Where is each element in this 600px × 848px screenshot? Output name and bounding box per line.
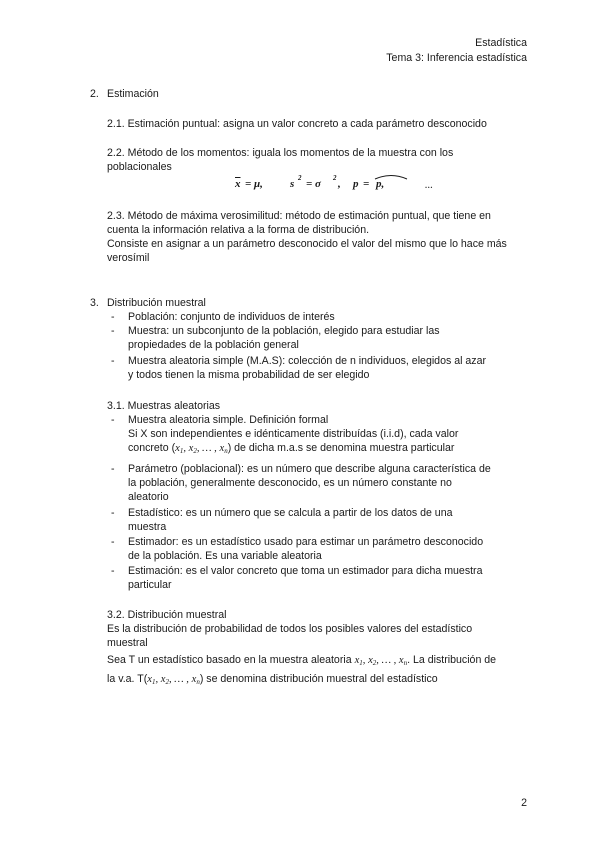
formula-s-exponent: 2	[298, 174, 302, 182]
formula-sigma-exponent: 2	[333, 174, 337, 182]
formula-comma: ,	[338, 178, 341, 190]
paragraph-2-3-line-1: 2.3. Método de máxima verosimilitud: método de estimación puntual, que tiene en	[107, 210, 491, 222]
line-4-suffix: ) se denomina distribución muestral del estadístico	[199, 673, 438, 685]
formula-equals-mu: = μ,	[245, 178, 263, 190]
list-item	[111, 355, 528, 383]
sample-tuple: $x_1$, $x_2$, … , $x_n$	[175, 442, 228, 455]
list-item-text: Muestra aleatoria simple. Definición formal	[128, 414, 329, 426]
bullet-dash: -	[111, 565, 115, 577]
list-item-text: Si X son independientes e idénticamente distribuídas (i.i.d), cada valor	[128, 427, 459, 440]
section-3-title: Distribución muestral	[107, 297, 206, 309]
statistic-tuple: $x_1$, $x_2$, … , $x_n$	[147, 674, 200, 686]
subsection-3-2-title: 3.2. Distribución muestral	[107, 609, 227, 621]
formula-equals-sigma: = σ	[306, 178, 321, 190]
list-item	[111, 463, 528, 504]
paragraph-2-3-line-3: Consiste en asignar a un parámetro desconocido el valor del mismo que lo hace más	[107, 238, 507, 250]
list-item-text: Estimador: es un estadístico usado para estimar un parámetro desconocido	[128, 536, 484, 548]
bullet-dash: -	[111, 536, 115, 548]
paragraph-2-3-line-4: verosímil	[107, 252, 150, 264]
section-3-number: 3.	[90, 297, 99, 309]
concreto-suffix: ) de dicha m.a.s se denomina muestra particular	[227, 441, 455, 454]
formula-hat-arc	[374, 174, 408, 180]
list-item-text: propiedades de la población general	[128, 338, 299, 351]
list-item	[111, 536, 528, 564]
formula-ellipsis: …	[425, 181, 433, 190]
list-item-text: aleatorio	[128, 490, 169, 503]
line-3-prefix: Sea T un estadístico basado en la muestra aleatoria	[107, 654, 352, 666]
paragraph-2-2-line-1: 2.2. Método de los momentos: iguala los momentos de la muestra con los	[107, 147, 454, 159]
concreto-prefix: concreto (	[128, 441, 176, 454]
paragraph-2-1: 2.1. Estimación puntual: asigna un valor concreto a cada parámetro desconocido	[107, 118, 487, 130]
formula-p-hat: p,	[376, 178, 385, 190]
subsection-3-2-line-2: muestral	[107, 637, 148, 649]
bullet-dash: -	[111, 507, 115, 519]
list-item	[111, 507, 528, 535]
random-sample-tuple: $x_1$, $x_2$, … , $x_n$	[354, 655, 408, 667]
list-item	[111, 414, 528, 458]
subsection-3-2-line-4	[107, 673, 438, 690]
section-2-number: 2.	[90, 88, 99, 100]
line-3-suffix: . La distribución de	[407, 654, 497, 666]
list-item	[111, 311, 528, 325]
bullet-dash: -	[111, 414, 115, 426]
list-item-text: Estadístico: es un número que se calcula a partir de los datos de una	[128, 507, 453, 519]
list-item-text: la población, generalmente desconocido, es un número constante no	[128, 476, 452, 489]
section-2-title: Estimación	[107, 88, 159, 100]
formula-equals: =	[363, 178, 370, 190]
list-item-text	[128, 442, 528, 459]
list-item-text: Parámetro (poblacional): es un número que describe alguna característica de	[128, 463, 491, 475]
list-item-text: y todos tienen la misma probabilidad de ser elegido	[128, 368, 370, 381]
header-subject: Estadística	[475, 37, 527, 49]
header-topic: Tema 3: Inferencia estadística	[386, 52, 527, 64]
list-item-text: particular	[128, 578, 172, 591]
list-item-text: Muestra: un subconjunto de la población, elegido para estudiar las	[128, 325, 440, 337]
list-item	[111, 565, 528, 593]
list-item	[111, 325, 528, 353]
line-4-prefix: la v.a. T(	[107, 673, 148, 685]
formula-s: s	[290, 178, 295, 190]
page-number: 2	[521, 797, 527, 809]
list-item-text: muestra	[128, 520, 167, 533]
bullet-dash: -	[111, 355, 115, 367]
list-item-text: de la población. Es una variable aleatoria	[128, 549, 322, 562]
list-item-text: Estimación: es el valor concreto que toma un estimador para dicha muestra	[128, 565, 483, 577]
subsection-3-2-line-1: Es la distribución de probabilidad de todos los posibles valores del estadístico	[107, 623, 473, 635]
paragraph-2-2-line-2: poblacionales	[107, 161, 172, 173]
list-item-text: Población: conjunto de individuos de interés	[128, 311, 335, 323]
bullet-dash: -	[111, 311, 115, 323]
formula-x-bar: $\overline{x}$	[235, 178, 241, 190]
formula-p: p	[353, 178, 359, 190]
paragraph-2-3-line-2: cuenta la información relativa a la forma de distribución.	[107, 224, 370, 236]
subsection-3-2-line-3	[107, 654, 496, 671]
moments-formula	[235, 174, 435, 198]
bullet-dash: -	[111, 463, 115, 475]
bullet-dash: -	[111, 325, 115, 337]
subsection-3-1-title: 3.1. Muestras aleatorias	[107, 400, 221, 412]
list-item-text: Muestra aleatoria simple (M.A.S): colección de n individuos, elegidos al azar	[128, 355, 487, 367]
